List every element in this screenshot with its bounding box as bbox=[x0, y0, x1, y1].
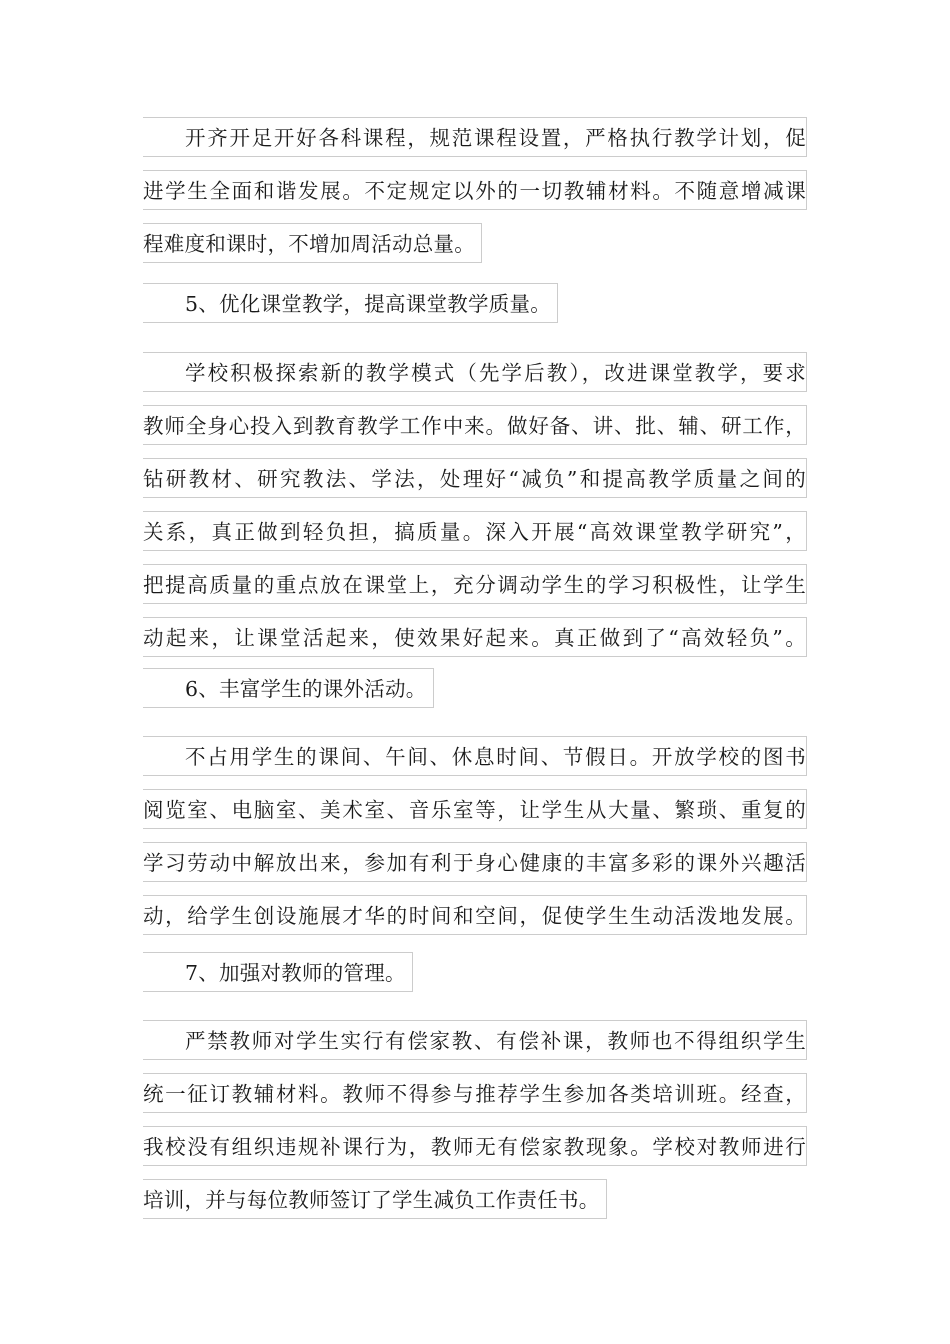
heading-text: 7、加强对教师的管理。 bbox=[143, 952, 413, 992]
text-line: 动，给学生创设施展才华的时间和空间，促使学生生动活泼地发展。 bbox=[143, 895, 807, 935]
paragraph-teacher-management bbox=[143, 1020, 807, 1232]
paragraph-classroom-teaching bbox=[143, 352, 807, 670]
text-line: 学校积极探索新的教学模式（先学后教），改进课堂教学，要求 bbox=[143, 352, 807, 392]
text-line: 培训，并与每位教师签订了学生减负工作责任书。 bbox=[143, 1179, 607, 1219]
paragraph-curriculum bbox=[143, 117, 807, 276]
section-heading-5 bbox=[143, 283, 558, 336]
text-line: 开齐开足开好各科课程，规范课程设置，严格执行教学计划，促 bbox=[143, 117, 807, 157]
heading-text: 6、丰富学生的课外活动。 bbox=[143, 668, 434, 708]
text-line: 阅览室、电脑室、美术室、音乐室等，让学生从大量、繁琐、重复的 bbox=[143, 789, 807, 829]
text-line: 统一征订教辅材料。教师不得参与推荐学生参加各类培训班。经查， bbox=[143, 1073, 807, 1113]
text-line: 把提高质量的重点放在课堂上，充分调动学生的学习积极性，让学生 bbox=[143, 564, 807, 604]
text-line: 动起来，让课堂活起来，使效果好起来。真正做到了“高效轻负”。 bbox=[143, 617, 807, 657]
section-heading-7 bbox=[143, 952, 413, 1005]
paragraph-extracurricular bbox=[143, 736, 807, 948]
text-line: 进学生全面和谐发展。不定规定以外的一切教辅材料。不随意增减课 bbox=[143, 170, 807, 210]
text-line: 教师全身心投入到教育教学工作中来。做好备、讲、批、辅、研工作， bbox=[143, 405, 807, 445]
text-line: 学习劳动中解放出来，参加有利于身心健康的丰富多彩的课外兴趣活 bbox=[143, 842, 807, 882]
heading-text: 5、优化课堂教学，提高课堂教学质量。 bbox=[143, 283, 558, 323]
text-line: 程难度和课时，不增加周活动总量。 bbox=[143, 223, 482, 263]
text-line: 我校没有组织违规补课行为，教师无有偿家教现象。学校对教师进行 bbox=[143, 1126, 807, 1166]
text-line: 不占用学生的课间、午间、休息时间、节假日。开放学校的图书 bbox=[143, 736, 807, 776]
text-line: 关系，真正做到轻负担，搞质量。深入开展“高效课堂教学研究”， bbox=[143, 511, 807, 551]
text-line: 严禁教师对学生实行有偿家教、有偿补课，教师也不得组织学生 bbox=[143, 1020, 807, 1060]
text-line: 钻研教材、研究教法、学法，处理好“减负”和提高教学质量之间的 bbox=[143, 458, 807, 498]
section-heading-6 bbox=[143, 668, 434, 721]
